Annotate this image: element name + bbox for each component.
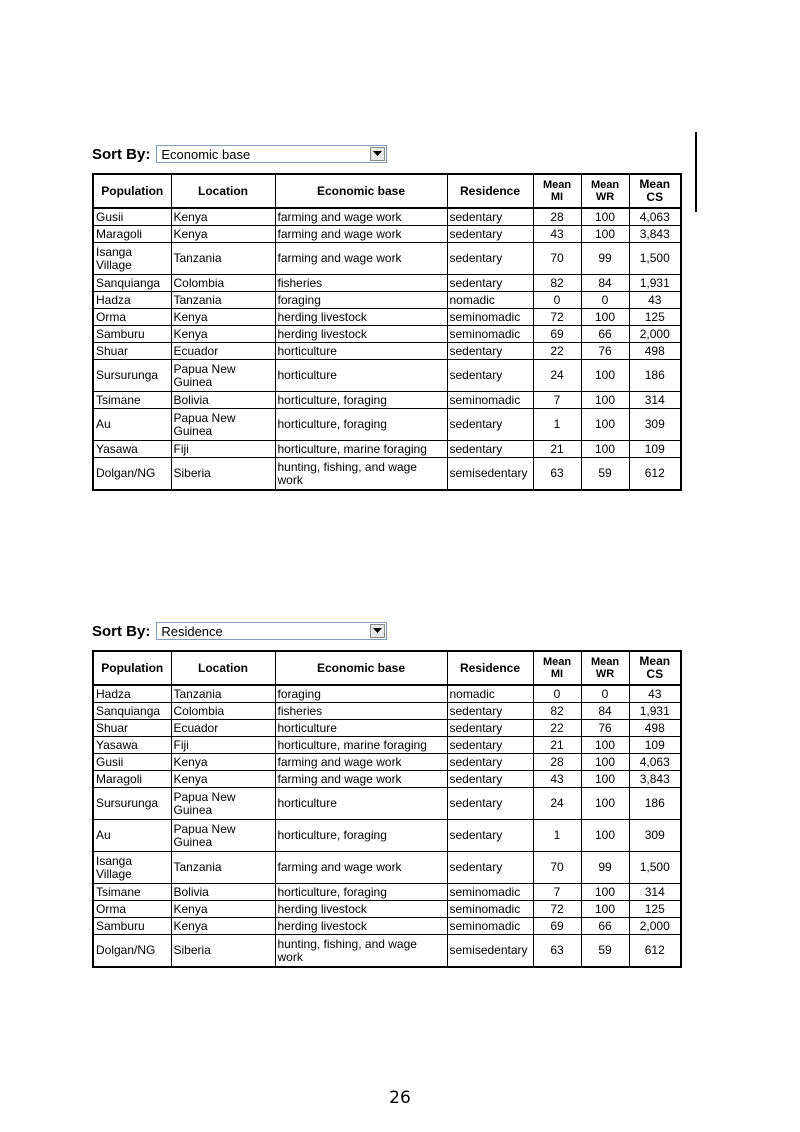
cell-mean-mi: 28: [533, 208, 581, 226]
table-row: [93, 208, 681, 226]
cell-mean-mi: 7: [533, 392, 581, 409]
cell-economic-base: horticulture, marine foraging: [275, 737, 447, 754]
cell-mean-mi: 63: [533, 935, 581, 968]
table-row: [93, 884, 681, 901]
cell-mean-wr: 59: [581, 458, 629, 491]
cell-population: Sursurunga: [93, 788, 171, 820]
table-row: [93, 226, 681, 243]
data-table: [92, 173, 682, 491]
cell-mean-cs: 186: [629, 360, 681, 392]
cell-location: Siberia: [171, 935, 275, 968]
cell-mean-wr: 76: [581, 343, 629, 360]
header-row: [93, 174, 681, 208]
cell-location: Kenya: [171, 326, 275, 343]
cell-economic-base: herding livestock: [275, 326, 447, 343]
cell-residence: sedentary: [447, 360, 533, 392]
sort-label: Sort By:: [92, 145, 151, 163]
cell-mean-wr: 100: [581, 441, 629, 458]
cell-population: Orma: [93, 901, 171, 918]
cell-economic-base: fisheries: [275, 703, 447, 720]
cell-population: Maragoli: [93, 771, 171, 788]
cell-population: Sursurunga: [93, 360, 171, 392]
col-header-mean-mi[interactable]: Mean MI: [533, 174, 581, 208]
cell-population: Orma: [93, 309, 171, 326]
cell-population: Hadza: [93, 685, 171, 703]
cell-mean-mi: 21: [533, 441, 581, 458]
cell-mean-wr: 66: [581, 326, 629, 343]
cell-residence: sedentary: [447, 852, 533, 884]
table-row: [93, 392, 681, 409]
cell-residence: seminomadic: [447, 392, 533, 409]
cell-residence: seminomadic: [447, 884, 533, 901]
col-header-location[interactable]: Location: [171, 651, 275, 685]
table-body: [93, 685, 681, 967]
cell-mean-cs: 43: [629, 292, 681, 309]
cell-mean-mi: 24: [533, 360, 581, 392]
cell-mean-mi: 22: [533, 343, 581, 360]
page-number: 26: [389, 1088, 411, 1108]
cell-economic-base: horticulture: [275, 720, 447, 737]
cell-population: Yasawa: [93, 441, 171, 458]
cell-population: Maragoli: [93, 226, 171, 243]
cell-residence: sedentary: [447, 820, 533, 852]
cell-mean-wr: 100: [581, 737, 629, 754]
cell-mean-cs: 4,063: [629, 208, 681, 226]
cell-population: Gusii: [93, 208, 171, 226]
cell-economic-base: horticulture: [275, 788, 447, 820]
cell-mean-cs: 612: [629, 935, 681, 968]
cell-economic-base: farming and wage work: [275, 226, 447, 243]
cell-mean-cs: 309: [629, 820, 681, 852]
cell-population: Isanga Village: [93, 852, 171, 884]
cell-mean-wr: 0: [581, 685, 629, 703]
table-row: [93, 771, 681, 788]
cell-population: Tsimane: [93, 392, 171, 409]
cell-economic-base: farming and wage work: [275, 852, 447, 884]
cell-residence: seminomadic: [447, 326, 533, 343]
cell-mean-mi: 0: [533, 292, 581, 309]
col-header-mean-cs[interactable]: Mean CS: [629, 651, 681, 685]
cell-residence: seminomadic: [447, 309, 533, 326]
table-row: [93, 852, 681, 884]
col-header-population[interactable]: Population: [93, 174, 171, 208]
cell-mean-mi: 24: [533, 788, 581, 820]
cell-mean-wr: 100: [581, 820, 629, 852]
cell-mean-cs: 4,063: [629, 754, 681, 771]
cell-residence: semisedentary: [447, 458, 533, 491]
cell-location: Siberia: [171, 458, 275, 491]
table-row: [93, 326, 681, 343]
cell-mean-mi: 82: [533, 703, 581, 720]
cell-population: Isanga Village: [93, 243, 171, 275]
cell-residence: sedentary: [447, 788, 533, 820]
cell-mean-cs: 309: [629, 409, 681, 441]
cell-economic-base: herding livestock: [275, 918, 447, 935]
cell-location: Kenya: [171, 309, 275, 326]
sort-select[interactable]: [156, 622, 387, 640]
cell-mean-mi: 43: [533, 771, 581, 788]
cell-location: Ecuador: [171, 343, 275, 360]
dropdown-arrow-icon[interactable]: [370, 147, 385, 161]
cell-residence: nomadic: [447, 292, 533, 309]
cell-mean-cs: 109: [629, 737, 681, 754]
cell-mean-cs: 3,843: [629, 771, 681, 788]
cell-mean-mi: 21: [533, 737, 581, 754]
table-row: [93, 441, 681, 458]
cell-mean-cs: 2,000: [629, 918, 681, 935]
cell-mean-mi: 0: [533, 685, 581, 703]
header-row: [93, 651, 681, 685]
table-row: [93, 820, 681, 852]
cell-population: Samburu: [93, 326, 171, 343]
cell-location: Bolivia: [171, 392, 275, 409]
cell-mean-cs: 1,500: [629, 852, 681, 884]
cell-residence: sedentary: [447, 703, 533, 720]
cell-mean-wr: 99: [581, 852, 629, 884]
cell-mean-wr: 100: [581, 208, 629, 226]
cell-mean-mi: 82: [533, 275, 581, 292]
table-row: [93, 901, 681, 918]
cell-economic-base: fisheries: [275, 275, 447, 292]
cell-location: Kenya: [171, 208, 275, 226]
cell-economic-base: horticulture, foraging: [275, 884, 447, 901]
cell-location: Papua New Guinea: [171, 788, 275, 820]
cell-residence: nomadic: [447, 685, 533, 703]
cell-mean-wr: 59: [581, 935, 629, 968]
cell-population: Au: [93, 820, 171, 852]
cell-mean-wr: 76: [581, 720, 629, 737]
sort-select-value: Residence: [161, 623, 223, 639]
col-header-residence[interactable]: Residence: [447, 174, 533, 208]
cell-mean-cs: 125: [629, 901, 681, 918]
table-row: [93, 275, 681, 292]
cell-location: Kenya: [171, 754, 275, 771]
table-row: [93, 703, 681, 720]
cell-residence: sedentary: [447, 409, 533, 441]
cell-mean-mi: 43: [533, 226, 581, 243]
cell-mean-wr: 100: [581, 226, 629, 243]
table-row: [93, 935, 681, 968]
cell-mean-cs: 43: [629, 685, 681, 703]
table-row: [93, 737, 681, 754]
col-header-economic-base[interactable]: Economic base: [275, 651, 447, 685]
cell-mean-wr: 100: [581, 788, 629, 820]
cell-mean-mi: 70: [533, 852, 581, 884]
col-header-population[interactable]: Population: [93, 651, 171, 685]
cell-economic-base: horticulture: [275, 343, 447, 360]
cell-mean-mi: 63: [533, 458, 581, 491]
cell-economic-base: horticulture, marine foraging: [275, 441, 447, 458]
cell-mean-mi: 69: [533, 326, 581, 343]
cell-mean-cs: 498: [629, 343, 681, 360]
cell-residence: sedentary: [447, 275, 533, 292]
table-row: [93, 360, 681, 392]
cell-mean-cs: 498: [629, 720, 681, 737]
cell-residence: seminomadic: [447, 901, 533, 918]
cell-mean-cs: 1,931: [629, 275, 681, 292]
cell-mean-wr: 100: [581, 360, 629, 392]
cell-residence: sedentary: [447, 243, 533, 275]
cell-economic-base: farming and wage work: [275, 754, 447, 771]
cell-mean-cs: 186: [629, 788, 681, 820]
cell-mean-wr: 100: [581, 754, 629, 771]
cell-mean-mi: 69: [533, 918, 581, 935]
sort-row: [92, 143, 680, 165]
table-body: [93, 208, 681, 490]
col-header-mean-wr[interactable]: Mean WR: [581, 651, 629, 685]
cell-economic-base: foraging: [275, 292, 447, 309]
cell-economic-base: horticulture, foraging: [275, 409, 447, 441]
margin-change-bar: [695, 132, 697, 212]
cell-mean-wr: 84: [581, 275, 629, 292]
cell-mean-cs: 1,931: [629, 703, 681, 720]
cell-economic-base: horticulture: [275, 360, 447, 392]
cell-location: Papua New Guinea: [171, 820, 275, 852]
col-header-economic-base[interactable]: Economic base: [275, 174, 447, 208]
cell-mean-mi: 22: [533, 720, 581, 737]
cell-residence: sedentary: [447, 208, 533, 226]
table-block-residence: [92, 620, 680, 968]
cell-residence: seminomadic: [447, 918, 533, 935]
col-header-mean-mi[interactable]: Mean MI: [533, 651, 581, 685]
cell-mean-wr: 100: [581, 409, 629, 441]
cell-residence: sedentary: [447, 441, 533, 458]
cell-mean-wr: 99: [581, 243, 629, 275]
cell-residence: sedentary: [447, 754, 533, 771]
sort-row: [92, 620, 680, 642]
dropdown-arrow-icon[interactable]: [370, 624, 385, 638]
cell-population: Sanquianga: [93, 275, 171, 292]
cell-residence: sedentary: [447, 226, 533, 243]
cell-location: Fiji: [171, 737, 275, 754]
cell-mean-mi: 72: [533, 309, 581, 326]
cell-residence: semisedentary: [447, 935, 533, 968]
cell-economic-base: herding livestock: [275, 309, 447, 326]
sort-label: Sort By:: [92, 622, 151, 640]
cell-mean-wr: 84: [581, 703, 629, 720]
cell-mean-cs: 612: [629, 458, 681, 491]
cell-mean-wr: 0: [581, 292, 629, 309]
sort-select-value: Economic base: [161, 146, 251, 162]
cell-mean-cs: 109: [629, 441, 681, 458]
cell-location: Tanzania: [171, 852, 275, 884]
cell-location: Kenya: [171, 901, 275, 918]
cell-population: Hadza: [93, 292, 171, 309]
cell-residence: sedentary: [447, 343, 533, 360]
cell-mean-wr: 100: [581, 884, 629, 901]
cell-location: Papua New Guinea: [171, 360, 275, 392]
cell-economic-base: hunting, fishing, and wage work: [275, 458, 447, 491]
cell-economic-base: farming and wage work: [275, 243, 447, 275]
cell-location: Bolivia: [171, 884, 275, 901]
table-row: [93, 292, 681, 309]
cell-mean-mi: 7: [533, 884, 581, 901]
cell-economic-base: herding livestock: [275, 901, 447, 918]
col-header-residence[interactable]: Residence: [447, 651, 533, 685]
table-row: [93, 343, 681, 360]
cell-mean-wr: 100: [581, 901, 629, 918]
cell-population: Yasawa: [93, 737, 171, 754]
cell-location: Papua New Guinea: [171, 409, 275, 441]
cell-population: Au: [93, 409, 171, 441]
cell-location: Tanzania: [171, 243, 275, 275]
cell-location: Kenya: [171, 226, 275, 243]
data-table: [92, 650, 682, 968]
cell-population: Tsimane: [93, 884, 171, 901]
table-row: [93, 720, 681, 737]
cell-mean-cs: 314: [629, 392, 681, 409]
cell-economic-base: horticulture, foraging: [275, 820, 447, 852]
cell-mean-mi: 28: [533, 754, 581, 771]
cell-residence: sedentary: [447, 720, 533, 737]
cell-location: Tanzania: [171, 292, 275, 309]
sort-select[interactable]: [156, 145, 387, 163]
cell-mean-cs: 1,500: [629, 243, 681, 275]
cell-mean-wr: 100: [581, 309, 629, 326]
cell-population: Shuar: [93, 343, 171, 360]
table-row: [93, 458, 681, 491]
table-row: [93, 243, 681, 275]
cell-economic-base: horticulture, foraging: [275, 392, 447, 409]
cell-population: Gusii: [93, 754, 171, 771]
cell-economic-base: farming and wage work: [275, 208, 447, 226]
cell-mean-mi: 1: [533, 820, 581, 852]
cell-mean-wr: 66: [581, 918, 629, 935]
cell-mean-wr: 100: [581, 392, 629, 409]
cell-economic-base: hunting, fishing, and wage work: [275, 935, 447, 968]
col-header-mean-cs[interactable]: Mean CS: [629, 174, 681, 208]
cell-population: Dolgan/NG: [93, 458, 171, 491]
cell-mean-wr: 100: [581, 771, 629, 788]
cell-mean-mi: 70: [533, 243, 581, 275]
cell-mean-mi: 1: [533, 409, 581, 441]
cell-economic-base: foraging: [275, 685, 447, 703]
cell-mean-cs: 2,000: [629, 326, 681, 343]
cell-location: Kenya: [171, 771, 275, 788]
cell-location: Tanzania: [171, 685, 275, 703]
cell-location: Fiji: [171, 441, 275, 458]
cell-economic-base: farming and wage work: [275, 771, 447, 788]
cell-mean-cs: 125: [629, 309, 681, 326]
cell-mean-cs: 3,843: [629, 226, 681, 243]
table-block-economic-base: [92, 143, 680, 491]
table-row: [93, 309, 681, 326]
col-header-mean-wr[interactable]: Mean WR: [581, 174, 629, 208]
table-row: [93, 409, 681, 441]
cell-location: Kenya: [171, 918, 275, 935]
cell-population: Samburu: [93, 918, 171, 935]
cell-residence: sedentary: [447, 771, 533, 788]
cell-mean-cs: 314: [629, 884, 681, 901]
cell-population: Shuar: [93, 720, 171, 737]
cell-population: Sanquianga: [93, 703, 171, 720]
cell-location: Ecuador: [171, 720, 275, 737]
cell-residence: sedentary: [447, 737, 533, 754]
col-header-location[interactable]: Location: [171, 174, 275, 208]
cell-location: Colombia: [171, 275, 275, 292]
table-row: [93, 918, 681, 935]
table-row: [93, 685, 681, 703]
table-row: [93, 788, 681, 820]
cell-mean-mi: 72: [533, 901, 581, 918]
cell-population: Dolgan/NG: [93, 935, 171, 968]
cell-location: Colombia: [171, 703, 275, 720]
table-row: [93, 754, 681, 771]
